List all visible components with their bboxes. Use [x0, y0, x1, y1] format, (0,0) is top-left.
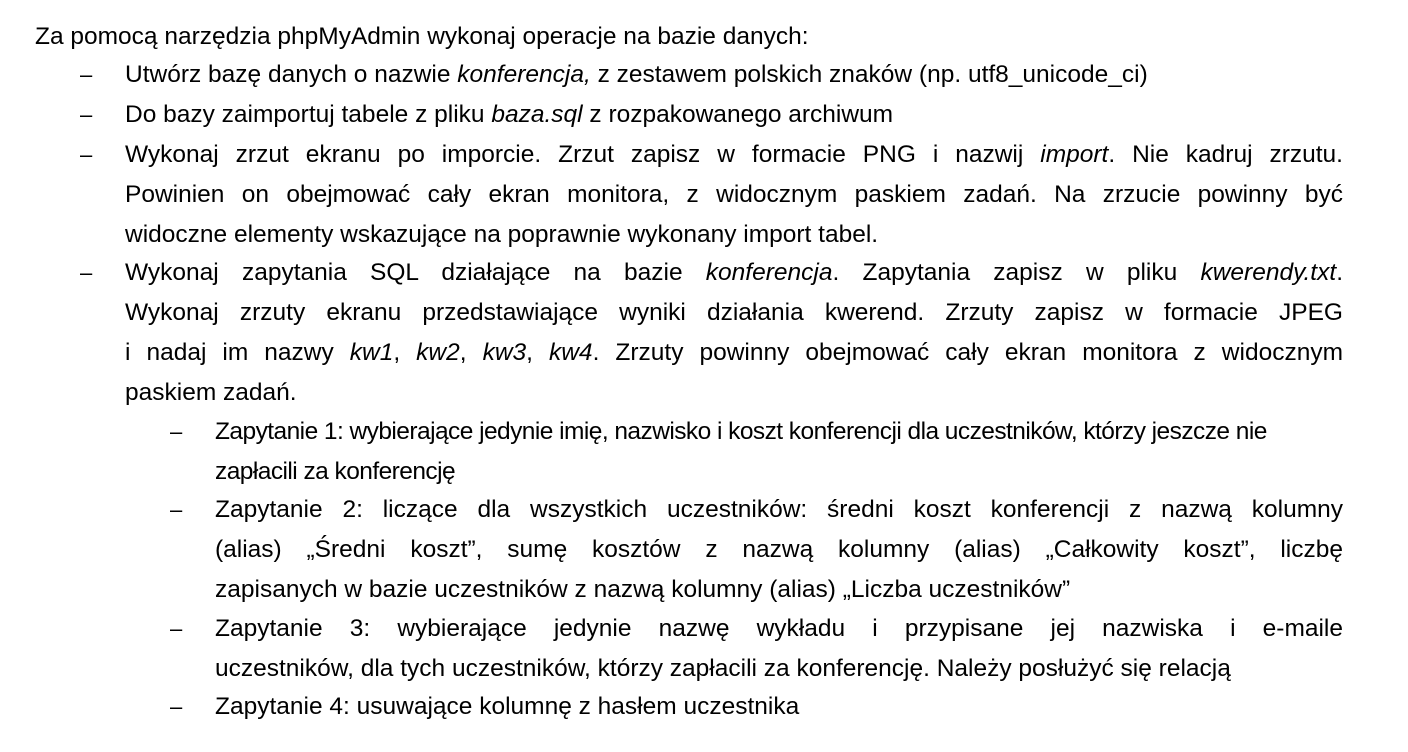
- list-dash: –: [80, 102, 93, 127]
- task-item-4: [80, 253, 1343, 413]
- list-dash: –: [170, 497, 183, 522]
- text-line: zapisanych w bazie uczestników z nazwą kolumny (alias) „Liczba uczestników”: [215, 576, 1071, 603]
- text-line: Zapytanie 2: liczące dla wszystkich uczestników: średni koszt konferencji z nazwą kolumny: [215, 496, 1343, 523]
- text-line: Zapytanie 4: usuwające kolumnę z hasłem uczestnika: [215, 693, 800, 720]
- task-item-2: [80, 95, 1343, 135]
- text-line: (alias) „Średni koszt”, sumę kosztów z nazwą kolumny (alias) „Całkowity koszt”, liczbę: [215, 536, 1343, 563]
- list-dash: –: [80, 62, 93, 87]
- intro-paragraph: Za pomocą narzędzia phpMyAdmin wykonaj operacje na bazie danych:: [35, 23, 809, 50]
- text-line: i nadaj im nazwy kw1, kw2, kw3, kw4. Zrzuty powinny obejmować cały ekran monitora z widocznym: [125, 339, 1343, 366]
- text-line: paskiem zadań.: [125, 379, 297, 406]
- text-line: Wykonaj zapytania SQL działające na bazie konferencja. Zapytania zapisz w pliku kwerendy.txt.: [125, 259, 1343, 286]
- text-line: Wykonaj zrzuty ekranu przedstawiające wyniki działania kwerend. Zrzuty zapisz w formacie JPEG: [125, 299, 1343, 326]
- text-line: zapłacili za konferencję: [215, 458, 456, 485]
- list-dash: –: [170, 694, 183, 719]
- task-item-3: [80, 135, 1343, 255]
- query-item-4: [170, 687, 1343, 727]
- text-line: Zapytanie 3: wybierające jedynie nazwę wykładu i przypisane jej nazwiska i e-maile: [215, 615, 1343, 642]
- text-line: widoczne elementy wskazujące na poprawnie wykonany import tabel.: [125, 221, 879, 248]
- list-dash: –: [80, 260, 93, 285]
- list-dash: –: [80, 142, 93, 167]
- query-item-3: [170, 609, 1343, 689]
- text-line: uczestników, dla tych uczestników, którzy zapłacili za konferencję. Należy posłużyć się relacją: [215, 655, 1231, 682]
- list-dash: –: [170, 616, 183, 641]
- text-line: Powinien on obejmować cały ekran monitora, z widocznym paskiem zadań. Na zrzucie powinny być: [125, 181, 1343, 208]
- list-dash: –: [170, 419, 183, 444]
- text-line: Wykonaj zrzut ekranu po imporcie. Zrzut zapisz w formacie PNG i nazwij import. Nie kadruj zrzutu.: [125, 141, 1343, 168]
- task-item-1: [80, 55, 1343, 95]
- text-line: Utwórz bazę danych o nazwie konferencja, z zestawem polskich znaków (np. utf8_unicode_ci): [125, 61, 1148, 88]
- query-item-2: [170, 490, 1343, 610]
- text-line: Zapytanie 1: wybierające jedynie imię, nazwisko i koszt konferencji dla uczestników, którzy jeszcze nie: [215, 418, 1267, 445]
- text-line: Do bazy zaimportuj tabele z pliku baza.sql z rozpakowanego archiwum: [125, 101, 894, 128]
- query-item-1: [170, 412, 1343, 492]
